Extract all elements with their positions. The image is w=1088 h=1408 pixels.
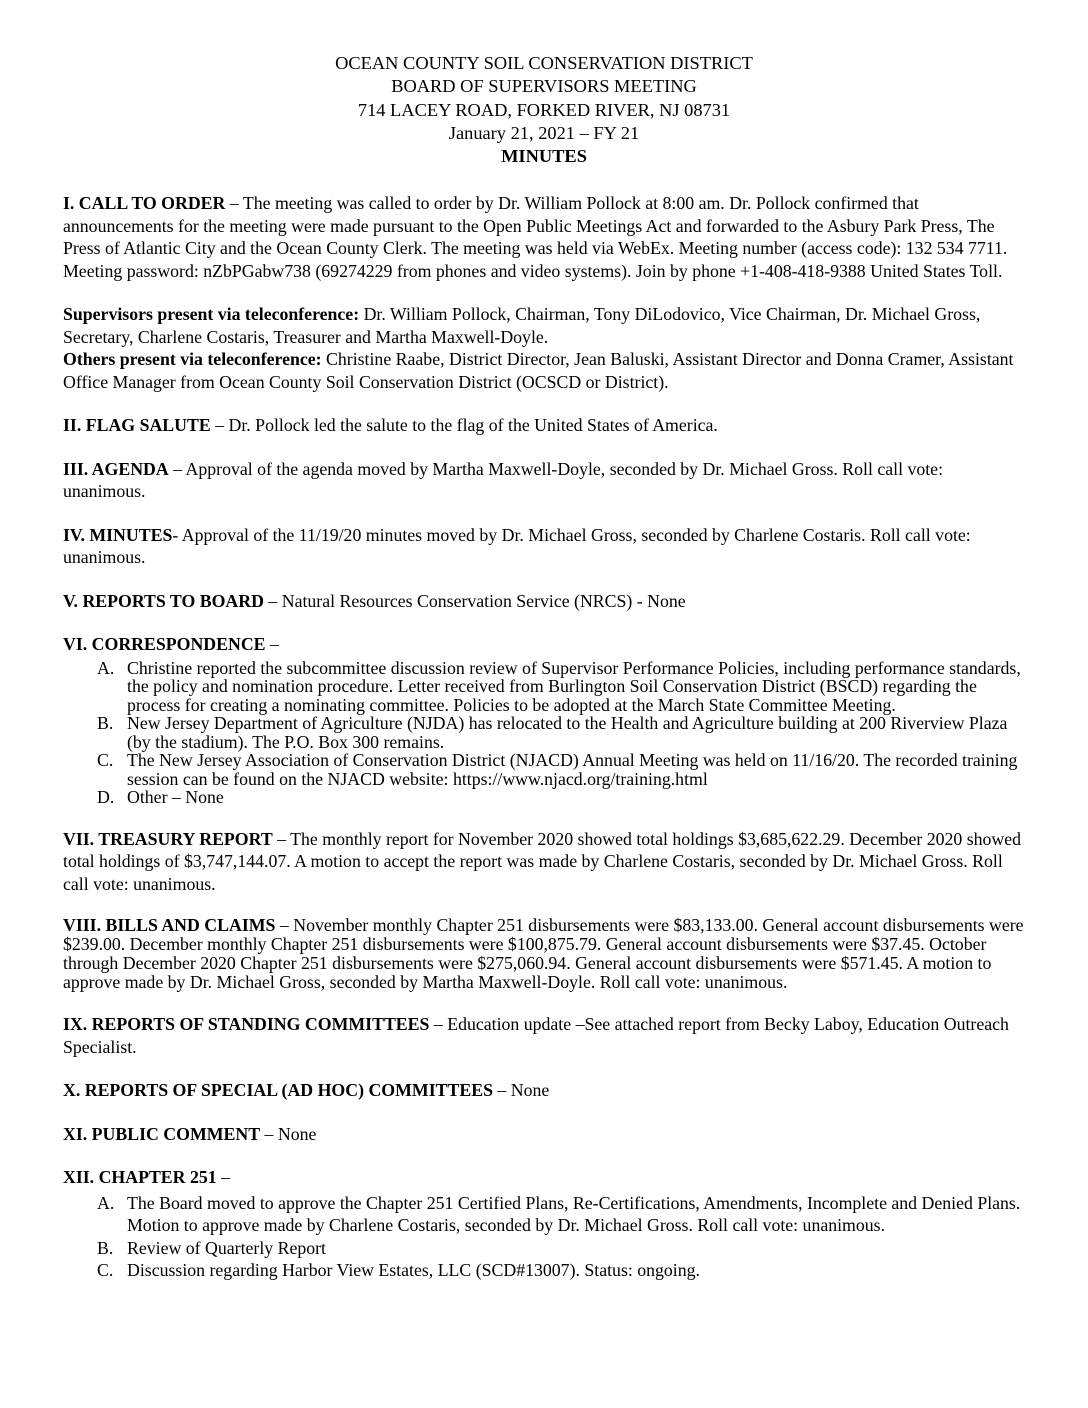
list-item xyxy=(63,1237,1029,1260)
section-heading: V. REPORTS TO BOARD xyxy=(63,590,264,611)
header-organization: OCEAN COUNTY SOIL CONSERVATION DISTRICT xyxy=(335,53,753,73)
section-bills-and-claims xyxy=(63,916,1029,992)
header-title: MINUTES xyxy=(501,146,587,167)
list-item-text: Other – None xyxy=(127,787,224,807)
section-attendance xyxy=(63,303,1029,393)
section-chapter-251 xyxy=(63,1166,1029,1189)
list-marker: B. xyxy=(97,713,114,733)
section-standing-committees xyxy=(63,1013,1029,1058)
list-item-text: Discussion regarding Harbor View Estates, LLC (SCD#13007). Status: ongoing. xyxy=(127,1260,700,1280)
header-meeting-type: BOARD OF SUPERVISORS MEETING xyxy=(391,76,697,97)
section-heading: VIII. BILLS AND CLAIMS xyxy=(63,915,276,935)
section-heading: III. AGENDA xyxy=(63,458,169,479)
list-item-text: Review of Quarterly Report xyxy=(127,1237,326,1258)
list-item xyxy=(63,788,1029,807)
section-text: – Approval of the agenda moved by Martha Maxwell-Doyle, seconded by Dr. Michael Gross. Roll call vote: unanimous. xyxy=(63,458,944,501)
section-minutes xyxy=(63,524,1029,569)
list-marker: A. xyxy=(97,657,115,678)
section-treasury-report xyxy=(63,828,1029,896)
list-marker: A. xyxy=(97,1192,115,1213)
section-reports-to-board xyxy=(63,590,1029,613)
document-header xyxy=(0,52,1088,168)
section-heading: VII. TREASURY REPORT xyxy=(63,828,273,849)
minutes-body xyxy=(63,192,1029,1303)
section-heading: XI. PUBLIC COMMENT xyxy=(63,1123,261,1144)
chapter-251-list xyxy=(63,1192,1029,1282)
supervisors-text: Dr. William Pollock, Chairman, Tony DiLodovico, Vice Chairman, Dr. Michael Gross, Secretary, Charlene Costaris, Treasurer and Martha Maxwell-Doyle. xyxy=(63,304,981,347)
section-text: – None xyxy=(260,1123,317,1144)
section-text: – None xyxy=(492,1080,550,1100)
list-item xyxy=(63,1259,1029,1282)
section-text: - Approval of the 11/19/20 minutes moved by Dr. Michael Gross, seconded by Charlene Costaris. Roll call vote: unanimous. xyxy=(63,524,971,567)
others-heading: Others present via teleconference: xyxy=(63,349,322,369)
header-address: 714 LACEY ROAD, FORKED RIVER, NJ 08731 xyxy=(357,99,731,120)
list-marker: B. xyxy=(97,1237,114,1258)
section-text: – November monthly Chapter 251 disbursements were $83,133.00. General account disbursements were $239.00. December monthly Chapter 251 disbursements were $100,875.79. General account disbursements were $37.45. October through December 2020 Chapter 251 disbursements were $275,060.94. General account disbursements were $571.45. A motion to approve made by Dr. Michael Gross, seconded by Martha Maxwell-Doyle. Roll call vote: unanimous. xyxy=(63,915,1024,992)
section-flag-salute xyxy=(63,414,1029,437)
section-heading: VI. CORRESPONDENCE xyxy=(63,634,266,654)
list-item-text: The Board moved to approve the Chapter 251 Certified Plans, Re-Certifications, Amendments, Incomplete and Denied Plans. Motion to approve made by Charlene Costaris, seconded by Dr. Michael Gross. Roll call vote: unanimous. xyxy=(127,1192,1021,1235)
section-call-to-order xyxy=(63,192,1029,282)
list-marker: C. xyxy=(97,1260,114,1280)
list-item xyxy=(63,751,1029,788)
supervisors-heading: Supervisors present via teleconference: xyxy=(63,304,360,324)
section-text: – Dr. Pollock led the salute to the flag of the United States of America. xyxy=(210,415,718,435)
list-item-text: New Jersey Department of Agriculture (NJDA) has relocated to the Health and Agriculture building at 200 Riverview Plaza (by the stadium). The P.O. Box 300 remains. xyxy=(127,713,1008,752)
list-item xyxy=(63,714,1029,751)
list-item xyxy=(63,659,1029,715)
section-heading: IX. REPORTS OF STANDING COMMITTEES xyxy=(63,1014,430,1034)
section-text: – xyxy=(265,634,279,654)
section-text: – Education update –See attached report from Becky Laboy, Education Outreach Specialist. xyxy=(63,1014,1009,1057)
section-text: – xyxy=(216,1167,230,1187)
section-public-comment xyxy=(63,1123,1029,1146)
section-text: – The monthly report for November 2020 showed total holdings $3,685,622.29. December 2020 showed total holdings of $3,747,144.07. A motion to accept the report was made by Charlene Costaris, seconded by Dr. Michael Gross. Roll call vote: unanimous. xyxy=(63,828,1022,894)
list-item-text: The New Jersey Association of Conservation District (NJACD) Annual Meeting was held on 11/16/20. The recorded training session can be found on the NJACD website: https://www.njacd.org/training.html xyxy=(127,750,1018,789)
section-heading: IV. MINUTES xyxy=(63,524,173,545)
list-marker: C. xyxy=(97,750,114,770)
list-item-text: Christine reported the subcommittee discussion review of Supervisor Performance Policies, including performance standards, the policy and nomination procedure. Letter received from Burlington Soil Conservation District (BSCD) regarding the process for creating a nominating committee. Policies to be adopted at the March State Committee Meeting. xyxy=(127,657,1021,715)
section-text: – Natural Resources Conservation Service (NRCS) - None xyxy=(263,590,686,611)
section-heading: II. FLAG SALUTE xyxy=(63,415,211,435)
section-agenda xyxy=(63,458,1029,503)
header-date: January 21, 2021 – FY 21 xyxy=(448,122,640,143)
section-heading: XII. CHAPTER 251 xyxy=(63,1167,217,1187)
section-special-committees xyxy=(63,1079,1029,1102)
section-correspondence xyxy=(63,633,1029,656)
section-heading: I. CALL TO ORDER xyxy=(63,193,226,213)
correspondence-list xyxy=(63,659,1029,807)
list-item xyxy=(63,1192,1029,1237)
section-text: – The meeting was called to order by Dr. William Pollock at 8:00 am. Dr. Pollock confirmed that announcements for the meeting were made pursuant to the Open Public Meetings Act and forwarded to the Asbury Park Press, The Press of Atlantic City and the Ocean County Clerk. The meeting was held via WebEx. Meeting number (access code): 132 534 7711. Meeting password: nZbPGabw738 (69274229 from phones and video systems). Join by phone +1-408-418-9388 United States Toll. xyxy=(63,193,1008,281)
others-text: Christine Raabe, District Director, Jean Baluski, Assistant Director and Donna Cramer, Assistant Office Manager from Ocean County Soil Conservation District (OCSCD or District). xyxy=(63,349,1014,392)
list-marker: D. xyxy=(97,787,115,807)
section-heading: X. REPORTS OF SPECIAL (AD HOC) COMMITTEES xyxy=(63,1080,493,1100)
